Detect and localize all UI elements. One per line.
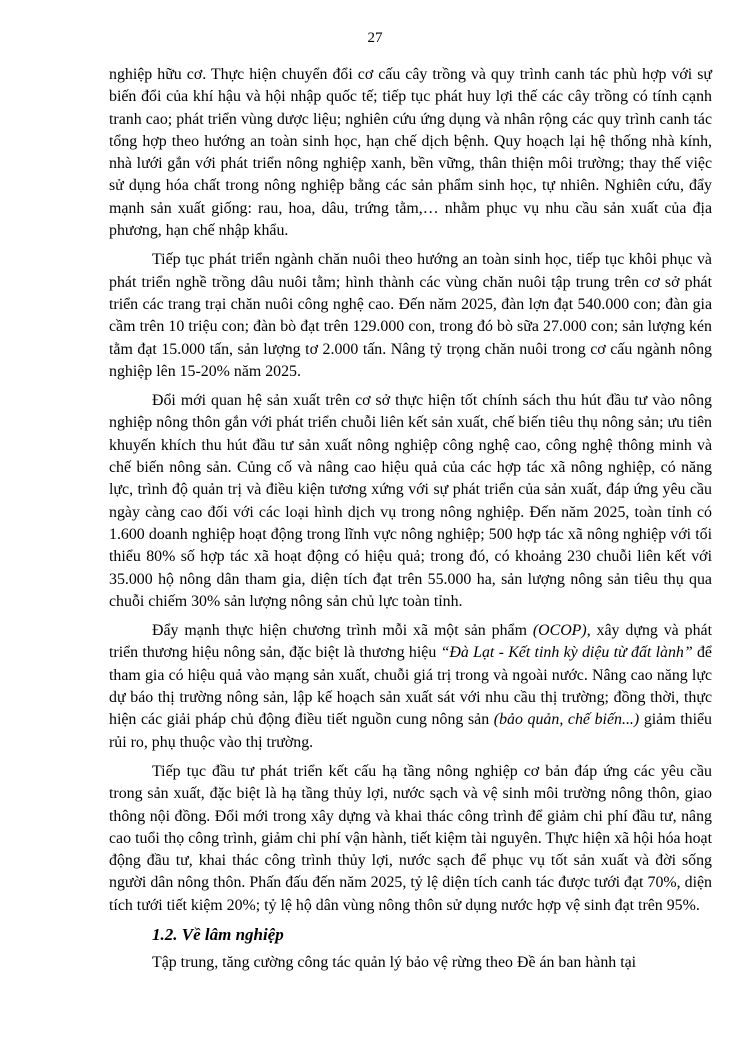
italic-segment-parenthetical: (bảo quản, chế biến...) bbox=[493, 711, 640, 729]
paragraph-6: Tập trung, tăng cường công tác quản lý bảo vệ rừng theo Đề án ban hành tại bbox=[152, 954, 637, 972]
paragraph-4 bbox=[109, 620, 712, 754]
paragraph-2: Tiếp tục phát triển ngành chăn nuôi theo hướng an toàn sinh học, tiếp tục khôi phục và phát triển nghề trồng dâu nuôi tằm; hình thành các vùng chăn nuôi tập trung trên cơ sở phát triển các trang trại chăn nuôi công nghệ cao. Đến năm 2025, đàn lợn đạt 540.000 con; đàn gia cầm trên 10 triệu con; đàn bò đạt trên 129.000 con, trong đó bò sữa 27.000 con; sản lượng kén tằm đạt 15.000 tấn, sản lượng tơ 2.000 tấn. Nâng tỷ trọng chăn nuôi trong cơ cấu ngành nông nghiệp lên 15-20% năm 2025. bbox=[109, 251, 712, 380]
text-segment: để tham gia có hiệu quả vào mạng sản xuất, chuỗi giá trị trong và ngoài nước. Nâng cao năng lực dự báo thị trường nông sản, lập kế hoạch sản xuất sát với nhu cầu thị trường; đồng thời, thực hiện các giải pháp chủ động điều tiết nguồn cung nông sản bbox=[109, 644, 712, 729]
text-segment: Đẩy mạnh thực hiện chương trình mỗi xã một sản phẩm bbox=[152, 622, 533, 640]
text-segment: giảm thiểu rủi ro, phụ thuộc vào thị trường. bbox=[109, 711, 712, 751]
page-body bbox=[109, 64, 712, 975]
page-number: 27 bbox=[367, 30, 383, 46]
section-heading: 1.2. Về lâm nghiệp bbox=[152, 924, 284, 944]
paragraph-5: Tiếp tục đầu tư phát triển kết cấu hạ tầng nông nghiệp cơ bản đáp ứng các yêu cầu trong sản xuất, đặc biệt là hạ tầng thủy lợi, nước sạch và vệ sinh môi trường nông thôn, giao thông nội đồng. Đổi mới trong xây dựng và khai thác công trình để giảm chi phí đầu tư, nâng cao tuổi thọ công trình, giảm chi phí vận hành, tiết kiệm tài nguyên. Thực hiện xã hội hóa hoạt động đầu tư, khai thác công trình thủy lợi, nước sạch để phục vụ tốt sản xuất và đời sống người dân nông thôn. Phấn đấu đến năm 2025, tỷ lệ diện tích canh tác được tưới đạt 70%, diện tích tưới tiết kiệm 20%; tỷ lệ hộ dân vùng nông thôn sử dụng nước hợp vệ sinh đạt trên 95%. bbox=[109, 762, 712, 914]
paragraph-1: nghiệp hữu cơ. Thực hiện chuyển đổi cơ cấu cây trồng và quy trình canh tác phù hợp với sự biến đổi của khí hậu và hội nhập quốc tế; tiếp tục phát huy lợi thế các cây trồng có tính cạnh tranh cao; phát triển vùng dược liệu; nghiên cứu ứng dụng và nhân rộng các quy trình canh tác tổng hợp theo hướng an toàn sinh học, hạn chế dịch bệnh. Quy hoạch lại hệ thống nhà kính, nhà lưới gắn với phát triển nông nghiệp xanh, bền vững, thân thiện môi trường; thay thế việc sử dụng hóa chất trong nông nghiệp bằng các sản phẩm sinh học, tự nhiên. Nghiên cứu, đẩy mạnh sản xuất giống: rau, hoa, dâu, trứng tằm,… nhằm phục vụ nhu cầu sản xuất của địa phương, hạn chế nhập khẩu. bbox=[109, 66, 712, 240]
italic-segment-brand-slogan: “Đà Lạt - Kết tinh kỳ diệu từ đất lành” bbox=[440, 644, 693, 662]
text-segment: , xây dựng và phát triển thương hiệu nông sản, đặc biệt là thương hiệu bbox=[109, 622, 712, 662]
italic-segment-ocop: (OCOP) bbox=[532, 622, 587, 640]
paragraph-3: Đổi mới quan hệ sản xuất trên cơ sở thực hiện tốt chính sách thu hút đầu tư vào nông nghiệp nông thôn gắn với phát triển chuỗi liên kết sản xuất, chế biến tiêu thụ nông sản; ưu tiên khuyến khích thu hút đầu tư sản xuất nông nghiệp công nghệ cao, công nghệ thông minh và chế biến nông sản. Củng cố và nâng cao hiệu quả của các hợp tác xã nông nghiệp, có năng lực, trình độ quản trị và điều kiện tương xứng với sự phát triển của sản xuất, đáp ứng yêu cầu ngày càng cao đối với các loại hình dịch vụ trong nông nghiệp. Đến năm 2025, toàn tỉnh có 1.600 doanh nghiệp hoạt động trong lĩnh vực nông nghiệp; 500 hợp tác xã nông nghiệp với tối thiểu 80% số hợp tác xã hoạt động có hiệu quả; trong đó, có khoảng 230 chuỗi liên kết với 35.000 hộ nông dân tham gia, diện tích đạt trên 55.000 ha, sản lượng nông sản tiêu thụ qua chuỗi chiếm 30% sản lượng nông sản chủ lực toàn tỉnh. bbox=[109, 392, 712, 610]
